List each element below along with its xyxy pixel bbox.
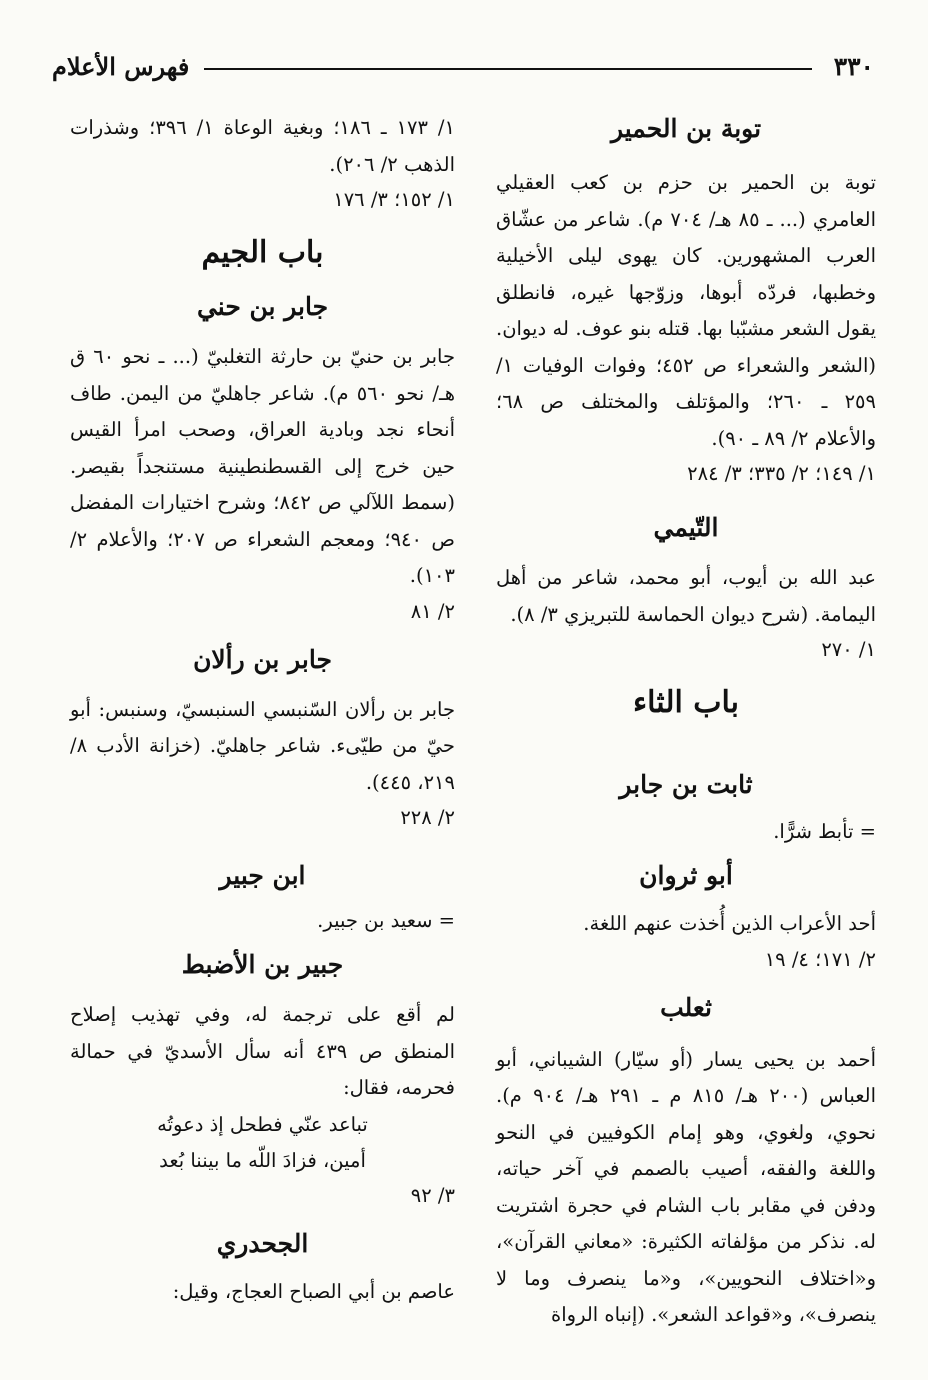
entry-heading-taymi: التّيمي bbox=[653, 513, 719, 542]
entry-heading-thabit: ثابت بن جابر bbox=[619, 770, 753, 799]
running-title: فهرس الأعلام bbox=[52, 52, 190, 81]
entry-heading-tawba: توبة بن الحمير bbox=[610, 114, 762, 143]
entry-refs-abu-tharwan: ٢/ ١٧١؛ ٤/ ١٩ bbox=[764, 947, 876, 971]
entry-heading-jahdari: الجحدري bbox=[216, 1228, 309, 1258]
poem-verse bbox=[70, 1107, 455, 1179]
entry-heading-jabir-ralan: جابر بن رألان bbox=[193, 644, 332, 674]
continuation-refs: ١/ ١٥٢؛ ٣/ ١٧٦ bbox=[333, 188, 455, 211]
entry-text-jabir-ralan: جابر بن رألان السّنبسي السنبسيّ، وسنبس: أبو حيّ من طيّىء. شاعر جاهليّ. (خزانة الأدب ٨/ ٢١٩، ٤٤٥). bbox=[70, 697, 455, 794]
entry-refs-tawba: ١/ ١٤٩؛ ٢/ ٣٣٥؛ ٣/ ٢٨٤ bbox=[687, 462, 876, 485]
left-column bbox=[70, 110, 455, 1310]
entry-refs-jubayr-adbat: ٣/ ٩٢ bbox=[410, 1183, 455, 1207]
header-rule bbox=[204, 68, 812, 70]
entry-see-ibn-jubayr: = سعيد بن جبير. bbox=[317, 909, 455, 932]
entry-text-taymi: عبد الله بن أيوب، أبو محمد، شاعر من أهل اليمامة. (شرح ديوان الحماسة للتبريزي ٣/ ٨). bbox=[496, 566, 876, 626]
section-heading-bab-jim: باب الجيم bbox=[201, 235, 324, 270]
entry-heading-jabir-hunay: جابر بن حني bbox=[196, 292, 329, 321]
right-column bbox=[496, 110, 876, 1334]
section-heading-bab-tha: باب الثاء bbox=[633, 685, 739, 720]
entry-heading-jubayr-adbat: جبير بن الأضبط bbox=[181, 950, 344, 979]
entry-text-jabir-hunay: جابر بن حنيّ بن حارثة التغلبيّ (... ـ نحو ٦٠ ق هـ/ نحو ٥٦٠ م). شاعر جاهليّ من اليمن. طاف أنحاء نجد وبادية العراق، وصحب امرأ القيس حين خرج إلى القسطنطينية مستنجداً بقيصر. (سمط اللآلي ص ٨٤٢؛ وشرح اختيارات المفضل ص ٩٤٠؛ ومعجم الشعراء ص ٢٠٧؛ والأعلام ٢/ ١٠٣). bbox=[70, 345, 456, 587]
entry-text-tawba: توبة بن الحمير بن حزم بن كعب العقيلي العامري (... ـ ٨٥ هـ/ ٧٠٤ م). شاعر من عشّاق العرب المشهورين. كان يهوى ليلى الأخيلية وخطبها، فردّه أبوها، وزوّجها غيره، فانطلق يقول الشعر مشبّبا بها. قتله بنو عوف. له ديوان. (الشعر والشعراء ص ٤٥٢؛ وفوات الوفيات ١/ ٢٥٩ ـ ٢٦٠؛ والمؤتلف والمختلف ص ٦٨؛ والأعلام ٢/ ٨٩ ـ ٩٠). bbox=[496, 171, 877, 450]
continuation-text: ١/ ١٧٣ ـ ١٨٦؛ وبغية الوعاة ١/ ٣٩٦؛ وشذرات الذهب ٢/ ٢٠٦). bbox=[70, 116, 455, 176]
poem-line-2: أمين، فزادَ اللّه ما بيننا بُعد bbox=[159, 1148, 366, 1172]
entry-heading-ibn-jubayr: ابن جبير bbox=[219, 861, 306, 890]
entry-text-jahdari: عاصم بن أبي الصباح العجاج، وقيل: bbox=[172, 1279, 455, 1303]
entry-heading-abu-tharwan: أبو ثروان bbox=[639, 861, 733, 890]
entry-refs-jabir-hunay: ٢/ ٨١ bbox=[410, 599, 455, 623]
entry-see-thabit: = تأبط شرًّا. bbox=[773, 820, 876, 843]
poem-line-1: تباعد عنّي فطحل إذ دعوتُه bbox=[157, 1112, 368, 1136]
entry-refs-taymi: ١/ ٢٧٠ bbox=[821, 638, 876, 661]
entry-text-jubayr-adbat: لم أقع على ترجمة له، وفي تهذيب إصلاح المنطق ص ٤٣٩ أنه سأل الأسديّ في حمالة فحرمه، فقال: bbox=[70, 1003, 456, 1099]
entry-heading-thalab: ثعلب bbox=[660, 992, 712, 1022]
entry-text-abu-tharwan: أحد الأعراب الذين أُخذت عنهم اللغة. bbox=[583, 912, 876, 935]
entry-text-thalab: أحمد بن يحيى يسار (أو سيّار) الشيباني، أبو العباس (٢٠٠ هـ/ ٨١٥ م ـ ٢٩١ هـ/ ٩٠٤ م). نحوي، ولغوي، وهو إمام الكوفيين في النحو واللغة والفقه، أصيب بالصمم في آخر حياته، ودفن في مقابر باب الشام في حجرة اشتريت له. نذكر من مؤلفاته الكثيرة: «معاني القرآن»، و«اختلاف النحويين»، و«ما ينصرف وما لا ينصرف»، و«قواعد الشعر». (إنباه الرواة bbox=[496, 1047, 876, 1326]
page-number: ٣٣٠ bbox=[833, 52, 874, 81]
entry-refs-jabir-ralan: ٢/ ٢٢٨ bbox=[400, 806, 455, 829]
page-header bbox=[52, 48, 874, 88]
